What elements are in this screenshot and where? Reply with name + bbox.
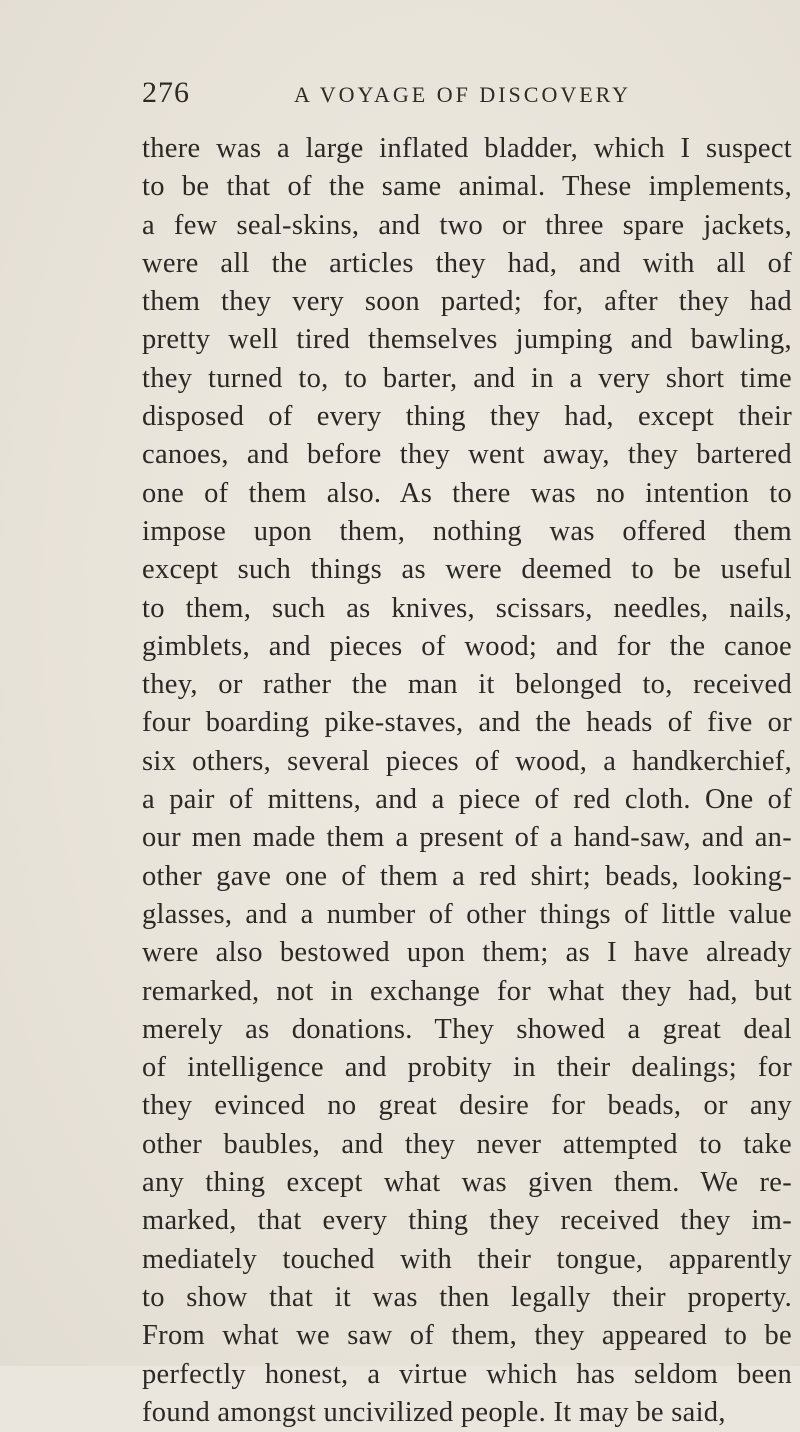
text-line: other gave one of them a red shirt; beads, looking- (142, 860, 792, 892)
text-line: a pair of mittens, and a piece of red cloth. One of (142, 784, 792, 816)
text-line: From what we saw of them, they appeared to be (142, 1320, 792, 1352)
text-line: found amongst uncivilized people. It may be said, (142, 1396, 726, 1428)
text-line: they, or rather the man it belonged to, received (142, 669, 792, 701)
text-line: them they very soon parted; for, after they had (142, 286, 792, 318)
running-head: A VOYAGE OF DISCOVERY (294, 82, 632, 107)
page-header (142, 76, 782, 112)
text-line: were also bestowed upon them; as I have already (142, 937, 792, 969)
text-line: mediately touched with their tongue, apparently (142, 1243, 792, 1275)
text-line: they turned to, to barter, and in a very short time (142, 362, 792, 394)
text-line: other baubles, and they never attempted to take (142, 1128, 792, 1160)
text-line: except such things as were deemed to be useful (142, 554, 792, 586)
text-line: perfectly honest, a virtue which has seldom been (142, 1358, 792, 1390)
text-line: to be that of the same animal. These implements, (142, 171, 792, 203)
text-line: they evinced no great desire for beads, or any (142, 1090, 792, 1122)
text-line: any thing except what was given them. We re- (142, 1167, 792, 1199)
text-line: canoes, and before they went away, they bartered (142, 439, 792, 471)
text-line: four boarding pike-staves, and the heads of five or (142, 707, 792, 739)
text-line: our men made them a present of a hand-saw, and an- (142, 822, 792, 854)
text-line: six others, several pieces of wood, a handkerchief, (142, 745, 792, 777)
text-line: to show that it was then legally their property. (142, 1281, 792, 1313)
text-line: of intelligence and probity in their dealings; for (142, 1052, 792, 1084)
text-line: glasses, and a number of other things of little value (142, 898, 792, 930)
text-line: disposed of every thing they had, except their (142, 401, 792, 433)
text-line: to them, such as knives, scissars, needles, nails, (142, 592, 792, 624)
text-line: there was a large inflated bladder, which I suspect (142, 133, 792, 164)
body-text (142, 130, 792, 1432)
text-line: gimblets, and pieces of wood; and for the canoe (142, 630, 792, 662)
text-line: impose upon them, nothing was offered them (142, 515, 792, 547)
page-number: 276 (142, 76, 190, 109)
text-line: a few seal-skins, and two or three spare jackets, (142, 209, 792, 241)
text-line: pretty well tired themselves jumping and bawling, (142, 324, 792, 356)
text-line: were all the articles they had, and with all of (142, 247, 792, 279)
text-line: merely as donations. They showed a great deal (142, 1013, 792, 1045)
text-line: remarked, not in exchange for what they had, but (142, 975, 792, 1007)
text-line: one of them also. As there was no intention to (142, 477, 792, 509)
text-line: marked, that every thing they received they im- (142, 1205, 792, 1237)
